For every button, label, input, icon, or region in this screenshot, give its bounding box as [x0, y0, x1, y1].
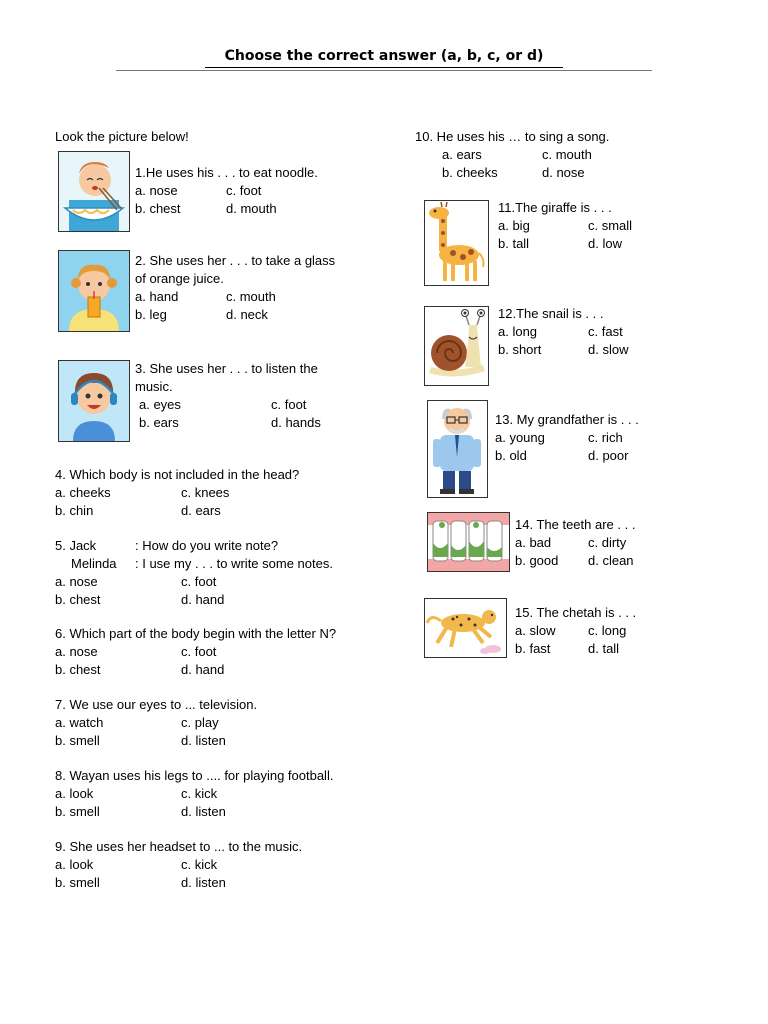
q2-question-line1: 2. She uses her . . . to take a glass — [135, 253, 336, 268]
q8-option-c[interactable]: c. kick — [181, 786, 218, 801]
header-divider — [116, 70, 652, 71]
q10-option-b[interactable]: b. cheeks — [442, 165, 498, 180]
snail-picture — [424, 306, 489, 386]
q7-option-a[interactable]: a. watch — [55, 715, 104, 730]
q15-option-b[interactable]: b. fast — [515, 641, 551, 656]
q12-option-d[interactable]: d. slow — [588, 342, 629, 357]
q10-question: 10. He uses his … to sing a song. — [415, 129, 610, 144]
q12-option-b[interactable]: b. short — [498, 342, 542, 357]
q8-option-a[interactable]: a. look — [55, 786, 94, 801]
dirty-teeth-picture — [427, 512, 510, 572]
q10-option-c[interactable]: c. mouth — [542, 147, 592, 162]
q6-question: 6. Which part of the body begin with the letter N? — [55, 626, 337, 641]
q15-option-c[interactable]: c. long — [588, 623, 627, 638]
q13-option-b[interactable]: b. old — [495, 448, 527, 463]
q13-option-c[interactable]: c. rich — [588, 430, 623, 445]
q3-question-line1: 3. She uses her . . . to listen the — [135, 361, 318, 376]
q9-option-c[interactable]: c. kick — [181, 857, 218, 872]
q14-option-a[interactable]: a. bad — [515, 535, 552, 550]
q1-option-a[interactable]: a. nose — [135, 183, 178, 198]
q8-option-d[interactable]: d. listen — [181, 804, 226, 819]
boy-eating-noodle-picture — [58, 151, 130, 232]
q12-question: 12.The snail is . . . — [498, 306, 604, 321]
q10-option-d[interactable]: d. nose — [542, 165, 585, 180]
q7-option-c[interactable]: c. play — [181, 715, 219, 730]
q12-option-c[interactable]: c. fast — [588, 324, 623, 339]
q3-option-d[interactable]: d. hands — [271, 415, 321, 430]
q3-option-c[interactable]: c. foot — [271, 397, 307, 412]
q8-question: 8. Wayan uses his legs to .... for playing football. — [55, 768, 334, 783]
q8-option-b[interactable]: b. smell — [55, 804, 100, 819]
q5-speaker-melinda: Melinda — [71, 556, 117, 571]
q2-option-b[interactable]: b. leg — [135, 307, 167, 322]
q11-option-d[interactable]: d. low — [588, 236, 622, 251]
q11-question: 11.The giraffe is . . . — [498, 200, 612, 215]
q5-option-c[interactable]: c. foot — [181, 574, 217, 589]
q13-option-a[interactable]: a. young — [495, 430, 545, 445]
q4-question: 4. Which body is not included in the head? — [55, 467, 300, 482]
q4-option-a[interactable]: a. cheeks — [55, 485, 111, 500]
q2-option-c[interactable]: c. mouth — [226, 289, 276, 304]
q4-option-d[interactable]: d. ears — [181, 503, 221, 518]
q1-option-d[interactable]: d. mouth — [226, 201, 277, 216]
q14-option-c[interactable]: c. dirty — [588, 535, 627, 550]
q5-option-b[interactable]: b. chest — [55, 592, 101, 607]
title-underline — [205, 67, 563, 68]
q14-option-d[interactable]: d. clean — [588, 553, 634, 568]
q2-question-line2: of orange juice. — [135, 271, 224, 286]
q9-option-d[interactable]: d. listen — [181, 875, 226, 890]
q7-option-d[interactable]: d. listen — [181, 733, 226, 748]
q1-option-c[interactable]: c. foot — [226, 183, 262, 198]
q3-option-b[interactable]: b. ears — [139, 415, 179, 430]
q9-option-a[interactable]: a. look — [55, 857, 94, 872]
q9-option-b[interactable]: b. smell — [55, 875, 100, 890]
girl-drinking-juice-picture — [58, 250, 130, 332]
q14-option-b[interactable]: b. good — [515, 553, 559, 568]
q6-option-a[interactable]: a. nose — [55, 644, 98, 659]
q7-question: 7. We use our eyes to ... television. — [55, 697, 258, 712]
grandfather-picture — [427, 400, 488, 498]
q11-option-c[interactable]: c. small — [588, 218, 633, 233]
q5-speaker-jack: 5. Jack — [55, 538, 97, 553]
q15-option-a[interactable]: a. slow — [515, 623, 556, 638]
q13-question: 13. My grandfather is . . . — [495, 412, 639, 427]
q2-option-a[interactable]: a. hand — [135, 289, 179, 304]
girl-with-headphones-picture — [58, 360, 130, 442]
q5-option-d[interactable]: d. hand — [181, 592, 225, 607]
q11-option-a[interactable]: a. big — [498, 218, 530, 233]
q5-option-a[interactable]: a. nose — [55, 574, 98, 589]
q5-line-jack: : How do you write note? — [135, 538, 279, 553]
q7-option-b[interactable]: b. smell — [55, 733, 100, 748]
giraffe-picture — [424, 200, 489, 286]
q9-question: 9. She uses her headset to ... to the music. — [55, 839, 303, 854]
q1-option-b[interactable]: b. chest — [135, 201, 181, 216]
q15-option-d[interactable]: d. tall — [588, 641, 620, 656]
q3-option-a[interactable]: a. eyes — [139, 397, 181, 412]
q10-option-a[interactable]: a. ears — [442, 147, 482, 162]
worksheet-title: Choose the correct answer (a, b, c, or d) — [224, 48, 544, 64]
q1-question: 1.He uses his . . . to eat noodle. — [135, 165, 318, 180]
q15-question: 15. The chetah is . . . — [515, 605, 637, 620]
q4-option-b[interactable]: b. chin — [55, 503, 94, 518]
q5-line-melinda: : I use my . . . to write some notes. — [135, 556, 333, 571]
q2-option-d[interactable]: d. neck — [226, 307, 268, 322]
q6-option-c[interactable]: c. foot — [181, 644, 217, 659]
q11-option-b[interactable]: b. tall — [498, 236, 530, 251]
q6-option-d[interactable]: d. hand — [181, 662, 225, 677]
q13-option-d[interactable]: d. poor — [588, 448, 629, 463]
q4-option-c[interactable]: c. knees — [181, 485, 230, 500]
cheetah-picture — [424, 598, 507, 658]
q14-question: 14. The teeth are . . . — [515, 517, 636, 532]
instruction-text: Look the picture below! — [55, 129, 189, 144]
q6-option-b[interactable]: b. chest — [55, 662, 101, 677]
q3-question-line2: music. — [135, 379, 173, 394]
q12-option-a[interactable]: a. long — [498, 324, 538, 339]
